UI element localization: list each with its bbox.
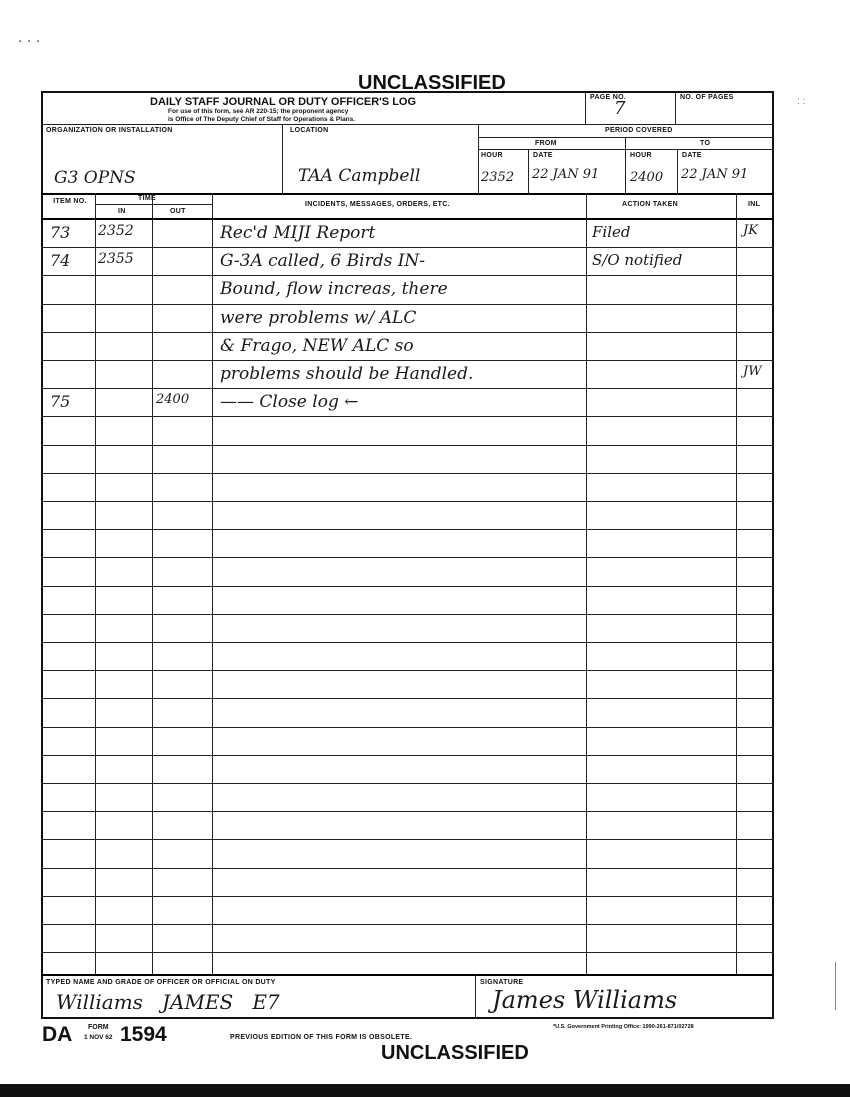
entry-time-in: 2352 — [98, 223, 134, 239]
incidents-label: INCIDENTS, MESSAGES, ORDERS, ETC. — [305, 201, 450, 208]
entry-time-out: 2400 — [156, 392, 190, 407]
margin-line — [835, 962, 836, 1010]
form-subtitle-1: For use of this form, see AR 220-15; the proponent agency — [168, 108, 349, 115]
to-hour-value: 2400 — [630, 170, 664, 185]
row-line — [41, 783, 774, 784]
form-id-small: FORM — [88, 1024, 109, 1031]
row-line — [41, 924, 774, 925]
column-divider — [95, 193, 96, 974]
to-hour-divider — [677, 149, 678, 193]
signature-divider — [475, 974, 476, 1019]
form-frame — [41, 91, 774, 1019]
entry-inl: JK — [743, 223, 758, 238]
row-line — [41, 557, 774, 558]
form-id-number: 1594 — [120, 1023, 167, 1046]
row-line — [41, 360, 774, 361]
page-no-label: PAGE NO. — [590, 94, 627, 101]
time-in-label: IN — [118, 208, 126, 215]
org-value: G3 OPNS — [54, 168, 136, 188]
row-line — [41, 332, 774, 333]
form-id-da: DA — [42, 1023, 73, 1046]
row-line — [41, 868, 774, 869]
entry-text: Bound, flow increas, there — [220, 279, 448, 299]
row-line — [41, 896, 774, 897]
org-location-divider — [282, 124, 283, 193]
signature-label: SIGNATURE — [480, 979, 524, 986]
printing-office-note: *U.S. Government Printing Office: 1990-261-871/02728 — [553, 1024, 694, 1030]
page-no-value: 7 — [614, 98, 626, 119]
form-id-date: 1 NOV 62 — [84, 1034, 113, 1041]
to-label: TO — [700, 140, 711, 147]
from-label: FROM — [535, 140, 557, 147]
location-period-divider — [478, 124, 479, 193]
scan-bottom-edge — [0, 1084, 850, 1097]
row-line — [41, 670, 774, 671]
time-label: TIME — [138, 195, 156, 202]
officer-label: TYPED NAME AND GRADE OF OFFICER OR OFFICIAL ON DUTY — [46, 979, 276, 986]
entry-item-no: 75 — [50, 392, 71, 411]
form-subtitle-2: is Office of The Deputy Chief of Staff for Operations & Plans. — [168, 116, 356, 123]
row-line — [41, 642, 774, 643]
to-date-label: DATE — [682, 152, 702, 159]
column-header-bottom — [41, 218, 774, 220]
row-line — [41, 614, 774, 615]
page-box-divider — [585, 91, 586, 124]
entry-action: S/O notified — [592, 251, 683, 269]
entry-item-no: 73 — [50, 223, 71, 242]
time-out-label: OUT — [170, 208, 186, 215]
action-label: ACTION TAKEN — [622, 201, 678, 208]
entry-text: & Frago, NEW ALC so — [220, 336, 414, 356]
entry-text: Rec'd MIJI Report — [220, 223, 376, 243]
footer-top-line — [41, 974, 774, 976]
no-of-pages-label: NO. OF PAGES — [680, 94, 734, 101]
row-line — [41, 529, 774, 530]
row-line — [41, 811, 774, 812]
time-split-line — [95, 204, 213, 205]
row-line — [41, 839, 774, 840]
row-line — [41, 952, 774, 953]
form-title: DAILY STAFF JOURNAL OR DUTY OFFICER'S LOG — [150, 96, 417, 108]
entry-text: —— Close log ← — [220, 392, 359, 412]
row-line — [41, 304, 774, 305]
entry-inl: JW — [743, 364, 762, 379]
row-line — [41, 416, 774, 417]
scan-specks: · · · — [18, 34, 41, 50]
officer-value: Williams JAMES E7 — [56, 990, 280, 1014]
entry-item-no: 74 — [50, 251, 71, 270]
column-divider — [586, 193, 587, 974]
classification-bottom: UNCLASSIFIED — [381, 1042, 529, 1064]
entry-text: G-3A called, 6 Birds IN- — [220, 251, 426, 271]
to-date-value: 22 JAN 91 — [681, 167, 749, 182]
entry-text: problems should be Handled. — [220, 364, 474, 384]
column-divider — [736, 193, 737, 974]
inl-label: INL — [748, 201, 761, 208]
from-date-value: 22 JAN 91 — [532, 167, 600, 182]
org-label: ORGANIZATION OR INSTALLATION — [46, 127, 173, 134]
column-divider — [212, 193, 213, 974]
location-value: TAA Campbell — [298, 166, 421, 186]
location-label: LOCATION — [290, 127, 329, 134]
row-line — [41, 275, 774, 276]
row-line — [41, 473, 774, 474]
column-divider — [152, 193, 153, 974]
row-line — [41, 445, 774, 446]
signature-value: James Williams — [492, 986, 678, 1014]
to-hour-label: HOUR — [630, 152, 652, 159]
row-line — [41, 501, 774, 502]
entry-action: Filed — [592, 223, 631, 241]
previous-edition-note: PREVIOUS EDITION OF THIS FORM IS OBSOLETE. — [230, 1034, 413, 1041]
row-line — [41, 388, 774, 389]
from-date-label: DATE — [533, 152, 553, 159]
row-line — [41, 586, 774, 587]
row-line — [41, 247, 774, 248]
row-line — [41, 755, 774, 756]
classification-top: UNCLASSIFIED — [358, 72, 506, 94]
period-label: PERIOD COVERED — [605, 127, 673, 134]
row-line — [41, 727, 774, 728]
entry-time-in: 2355 — [98, 251, 134, 267]
row-line — [41, 698, 774, 699]
entry-text: were problems w/ ALC — [220, 308, 417, 328]
from-hour-label: HOUR — [481, 152, 503, 159]
pages-box-divider — [675, 91, 676, 124]
header-line-1 — [41, 124, 774, 125]
from-hour-divider — [528, 149, 529, 193]
item-no-label: ITEM NO. — [53, 198, 87, 205]
from-to-divider — [625, 137, 626, 193]
period-line — [478, 137, 774, 138]
margin-mark: : : — [797, 96, 806, 107]
from-to-line — [478, 149, 774, 150]
from-hour-value: 2352 — [481, 170, 515, 185]
